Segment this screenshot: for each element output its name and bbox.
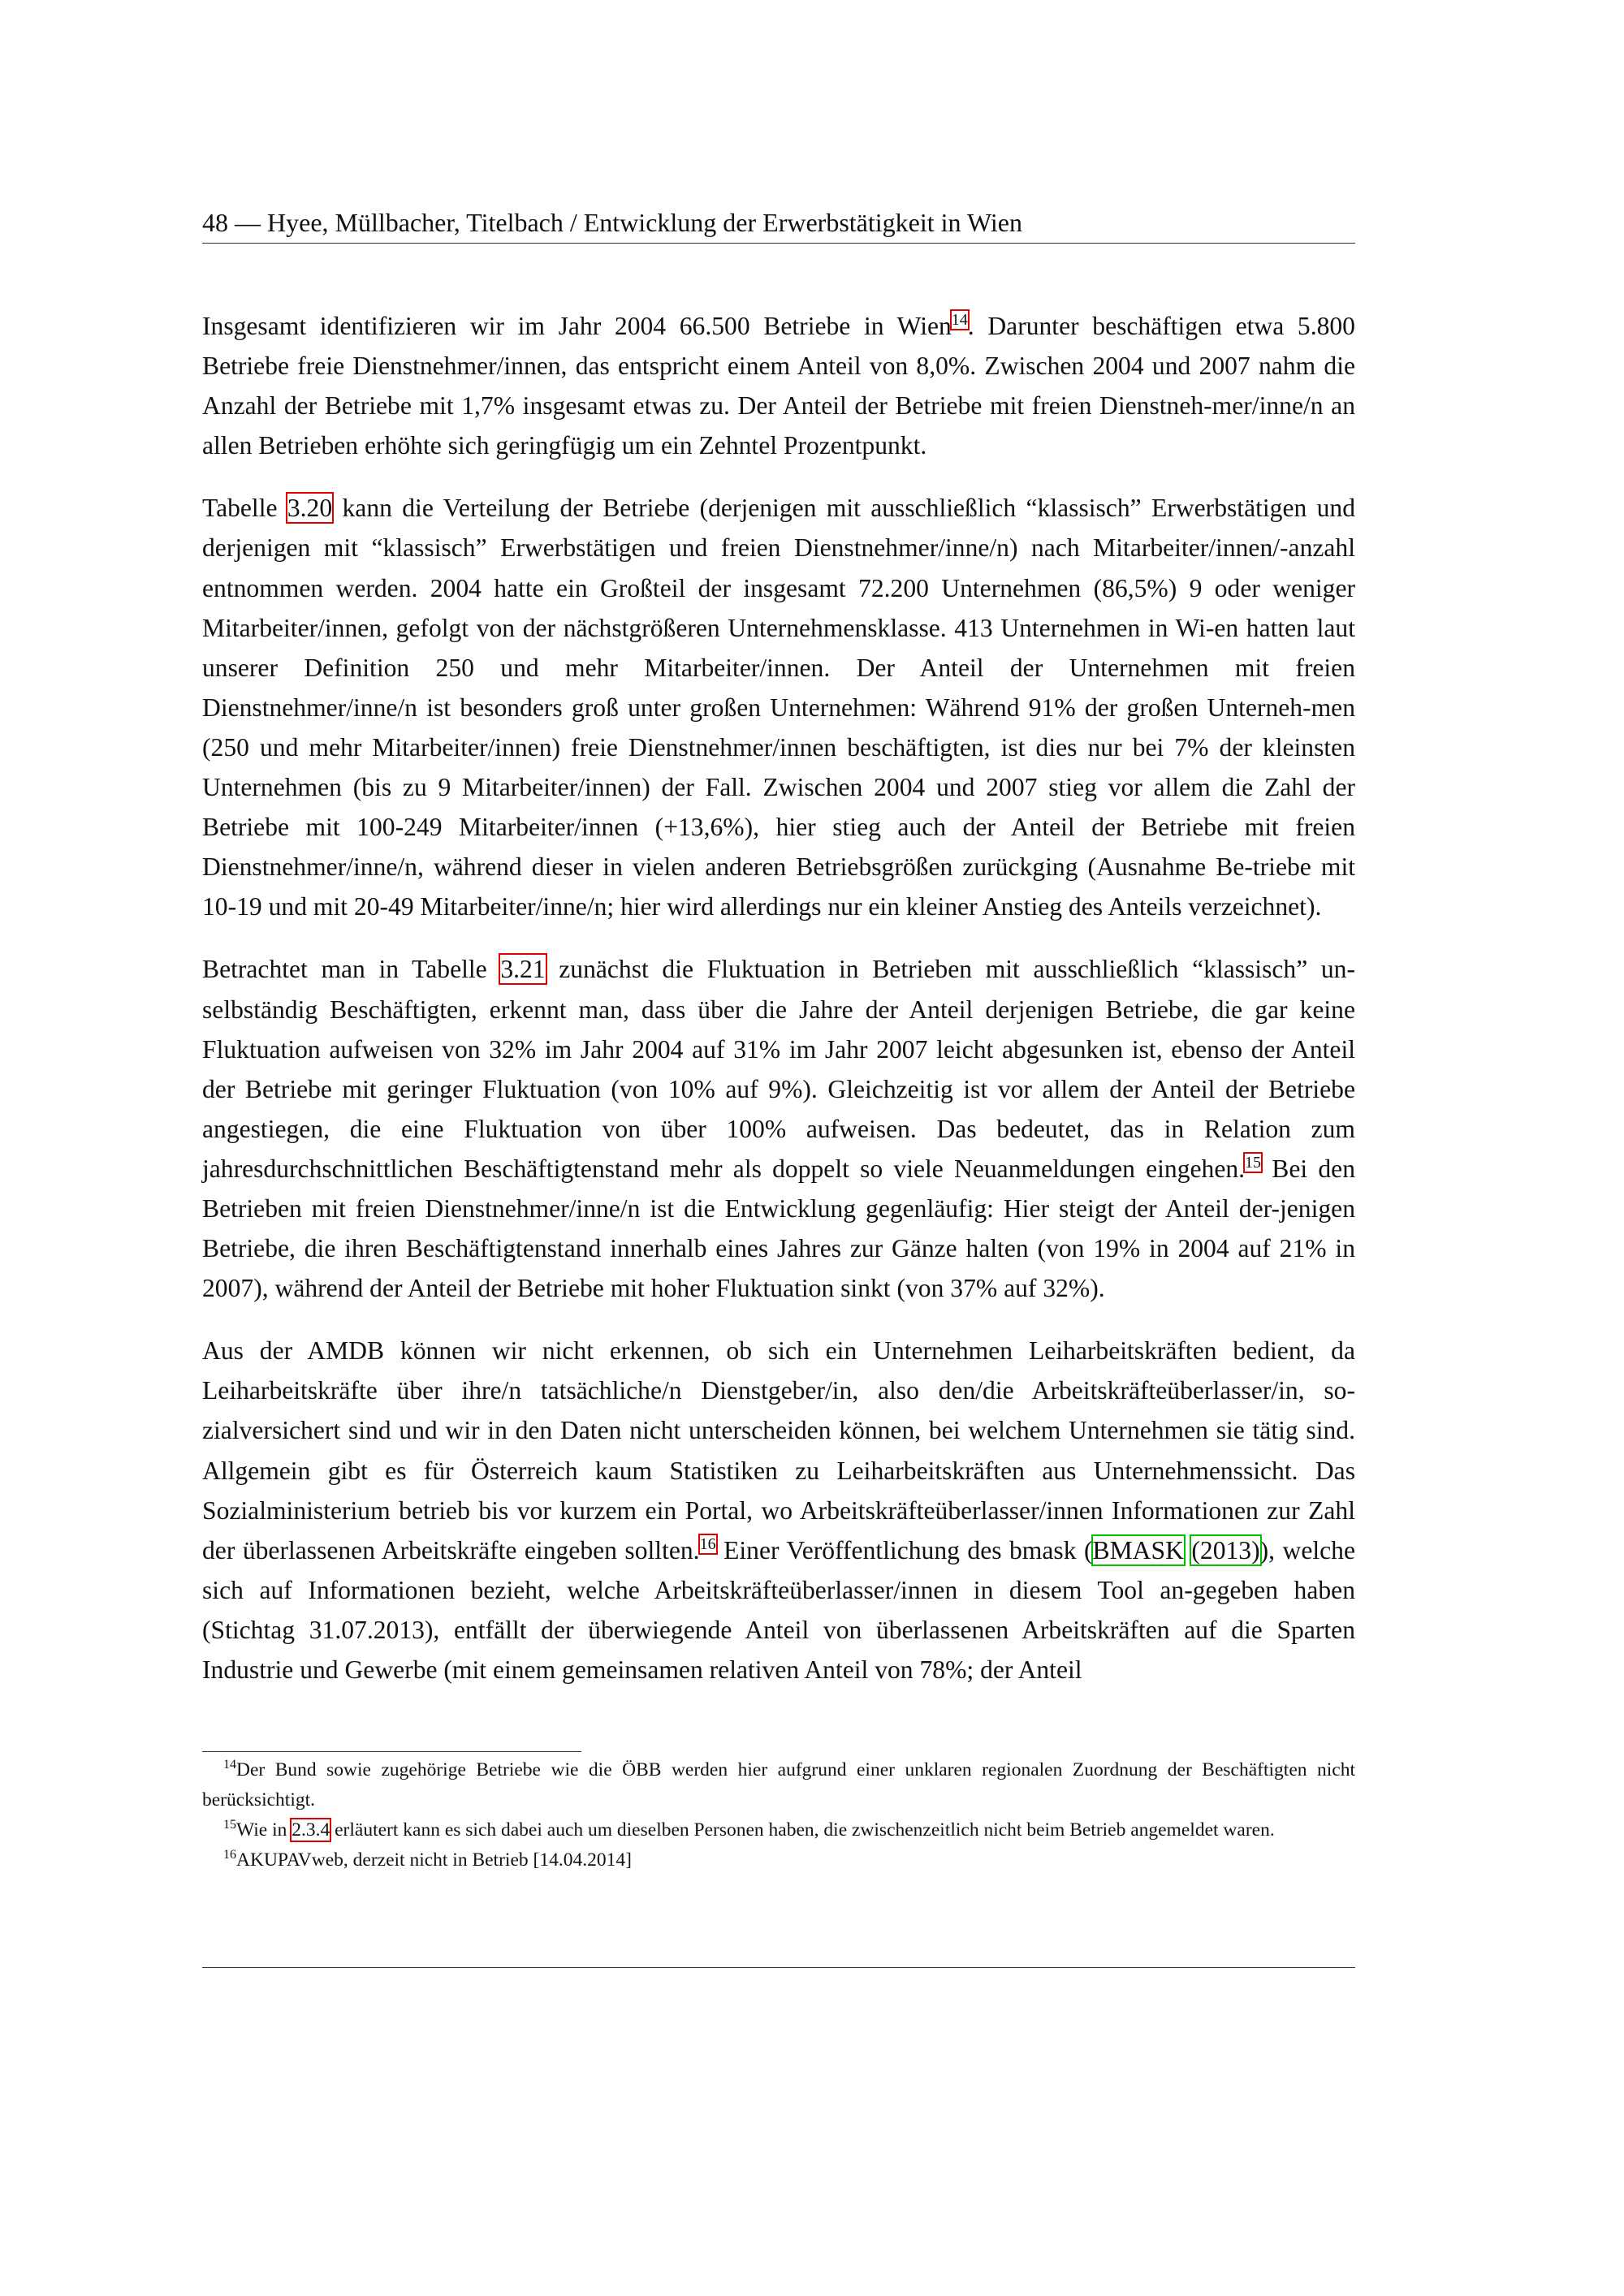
paragraph-text: . Darunter beschäftigen etwa 5.800 Betriebe freie Dienstnehmer/innen, das entspricht einem Anteil von 8,0%. Zwischen 2004 und 2007 nahm die Anzahl der Betriebe mit 1,7% insgesamt etwas zu. Der Anteil der Betriebe mit freien Dienstneh-mer/inne/n an allen Betrieben erhöhte sich geringfügig um ein Zehntel Prozentpunkt. xyxy=(202,312,1355,460)
paragraph-text: Insgesamt identifizieren wir im Jahr 2004 66.500 Betriebe in Wien xyxy=(202,312,952,340)
paragraph-text: kann die Verteilung der Betriebe (derjenigen mit ausschließlich “klassisch” Erwerbstätigen und derjenigen mit “klassisch” Erwerbstätigen und freien Dienstnehmer/inne/n) nach Mitarbeiter/innen/-anzahl entnommen werden. 2004 hatte ein Großteil der insgesamt 72.200 Unternehmen (86,5%) 9 oder weniger Mitarbeiter/innen, gefolgt von der nächstgrößeren Unternehmensklasse. 413 Unternehmen in Wi-en hatten laut unserer Definition 250 und mehr Mitarbeiter/innen. Der Anteil der Unternehmen mit freien Dienstnehmer/inne/n ist besonders groß unter großen Unternehmen: Während 91% der großen Unterneh-men (250 und mehr Mitarbeiter/innen) freie Dienstnehmer/innen beschäftigten, ist dies nur bei 7% der kleinsten Unternehmen (bis zu 9 Mitarbeiter/innen) der Fall. Zwischen 2004 und 2007 stieg vor allem die Zahl der Betriebe mit 100-249 Mitarbeiter/innen (+13,6%), hier stieg auch der Anteil der Betriebe mit freien Dienstnehmer/inne/n, während dieser in vielen anderen Betriebsgrößen zurückging (Ausnahme Be-triebe mit 10-19 und mit 20-49 Mitarbeiter/inne/n; hier wird allerdings nur ein kleiner Anstieg des Anteils verzeichnet). xyxy=(202,494,1355,921)
paragraph-4 xyxy=(202,1331,1355,1690)
footnote-text: erläutert kann es sich dabei auch um dieselben Personen haben, die zwischenzeitlich nicht beim Betrieb angemeldet waren. xyxy=(330,1819,1275,1841)
paragraph-text: Tabelle xyxy=(202,494,287,523)
footnote-16 xyxy=(202,1845,1355,1875)
footnote-text: Der Bund sowie zugehörige Betriebe wie die ÖBB werden hier aufgrund einer unklaren regionalen Zuordnung der Beschäftigten nicht berücksichtigt. xyxy=(202,1759,1355,1810)
paragraph-text: Einer Veröffentlichung des bmask ( xyxy=(715,1535,1093,1564)
page-number: 48 xyxy=(202,208,228,237)
bottom-rule xyxy=(202,1967,1355,1968)
paragraph-text: Aus der AMDB können wir nicht erkennen, ob sich ein Unternehmen Leiharbeitskräften bedient, da Leiharbeitskräfte über ihre/n tatsächliche/n Dienstgeber/in, also den/die Arbeitskräfteüberlasser/in, so-zialversichert sind und wir in den Daten nicht unterscheiden können, bei welchem Unternehmen sie tätig sind. Allgemein gibt es für Österreich kaum Statistiken zu Leiharbeitskräften aus Unternehmenssicht. Das Sozialministerium betrieb bis vor kurzem ein Portal, wo Arbeitskräfteüberlasser/innen Informationen zur Zahl der überlassenen Arbeitskräfte eingeben sollten. xyxy=(202,1336,1355,1564)
paragraph-1 xyxy=(202,306,1355,465)
footnote-rule xyxy=(202,1751,581,1752)
citation-link-bmask[interactable]: BMASK xyxy=(1092,1535,1184,1564)
footnote-number: 14 xyxy=(223,1758,236,1772)
paragraph-text: Betrachtet man in Tabelle xyxy=(202,955,501,984)
paragraph-2 xyxy=(202,488,1355,926)
footnote-14 xyxy=(202,1755,1355,1815)
paragraph-text: zunächst die Fluktuation in Betrieben mit ausschließlich “klassisch” un-selbständig Beschäftigten, erkennt man, dass über die Jahre der Anteil derjenigen Betriebe, die gar keine Fluktuation aufweisen von 32% im Jahr 2004 auf 31% im Jahr 2007 leicht abgesunken ist, ebenso der Anteil der Betriebe mit geringer Fluktuation (von 10% auf 9%). Gleichzeitig ist vor allem der Anteil der Betriebe angestiegen, die eine Fluktuation von über 100% aufweisen. Das bedeutet, das in Relation zum jahresdurchschnittlichen Beschäftigtenstand mehr als doppelt so viele Neuanmeldungen eingehen. xyxy=(202,955,1355,1183)
running-header xyxy=(202,206,1355,239)
footnote-link-16[interactable]: 16 xyxy=(699,1534,716,1553)
paragraph-3 xyxy=(202,949,1355,1308)
citation-link-bmask-year[interactable]: (2013) xyxy=(1191,1535,1260,1564)
section-link-2-3-4[interactable]: 2.3.4 xyxy=(292,1819,330,1841)
footnote-text: AKUPAVweb, derzeit nicht in Betrieb [14.04.2014] xyxy=(236,1849,632,1871)
footnote-number: 15 xyxy=(223,1818,236,1832)
footnote-link-15[interactable]: 15 xyxy=(1245,1153,1262,1172)
header-rule xyxy=(202,243,1355,244)
footnote-link-14[interactable]: 14 xyxy=(951,311,968,329)
table-link-3-21[interactable]: 3.21 xyxy=(500,955,546,984)
paragraph-text: ), welche sich auf Informationen bezieht, welche Arbeitskräfteüberlasser/innen in diesem Tool an-gegeben haben (Stichtag 31.07.2013), entfällt der überwiegende Anteil von überlassenen Arbeitskräften auf die Sparten Industrie und Gewerbe (mit einem gemeinsamen relativen Anteil von 78%; der Anteil xyxy=(202,1535,1355,1684)
footnote-15 xyxy=(202,1815,1355,1845)
paragraph-text: Bei den Betrieben mit freien Dienstnehmer/inne/n ist die Entwicklung gegenläufig: Hier steigt der Anteil der-jenigen Betriebe, die ihren Beschäftigtenstand innerhalb eines Jahres zur Gänze halten (von 19% in 2004 auf 21% in 2007), während der Anteil der Betriebe mit hoher Fluktuation sinkt (von 37% auf 32%). xyxy=(202,1154,1355,1303)
body-text xyxy=(202,306,1355,1712)
running-title: — Hyee, Müllbacher, Titelbach / Entwicklung der Erwerbstätigkeit in Wien xyxy=(235,208,1022,237)
table-link-3-20[interactable]: 3.20 xyxy=(287,494,333,523)
footnotes xyxy=(202,1755,1355,1875)
footnote-text: Wie in xyxy=(236,1819,292,1841)
footnote-number: 16 xyxy=(223,1848,236,1862)
